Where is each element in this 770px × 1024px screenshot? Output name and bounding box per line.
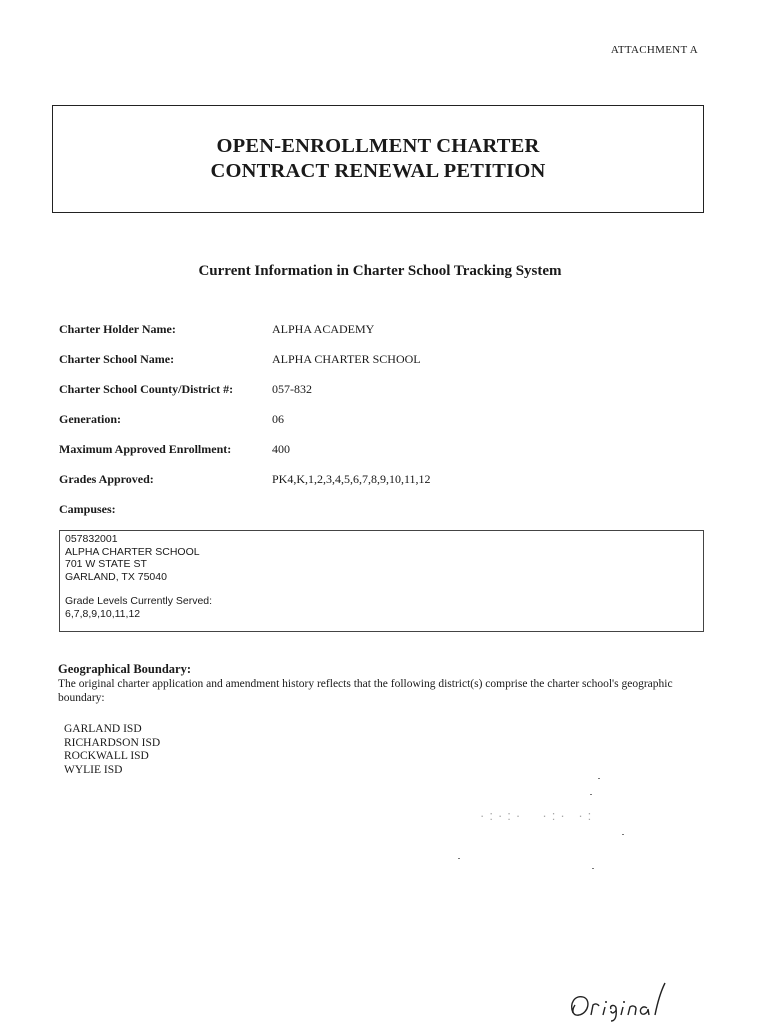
district-list [64, 723, 160, 777]
field-label: Maximum Approved Enrollment: [59, 442, 232, 456]
campus-city: GARLAND, TX 75040 [65, 570, 167, 583]
field-label: Grades Approved: [59, 472, 154, 486]
section-subtitle: Current Information in Charter School Tracking System [198, 263, 562, 279]
faint-stamp-mark: ·:·:· ·:· ·: [480, 808, 597, 823]
field-value: PK4,K,1,2,3,4,5,6,7,8,9,10,11,12 [272, 472, 431, 486]
field-charter-holder-name [59, 322, 374, 338]
title-line-1: OPEN-ENROLLMENT CHARTER [216, 135, 540, 157]
district-item: RICHARDSON ISD [64, 736, 161, 749]
field-label: Charter School County/District #: [59, 382, 234, 396]
campus-name: ALPHA CHARTER SCHOOL [65, 545, 200, 558]
field-value: 057-832 [272, 382, 312, 396]
field-grades-approved [59, 472, 431, 488]
campus-grades-label: Grade Levels Currently Served: [65, 595, 213, 608]
field-label: Charter Holder Name: [59, 322, 176, 336]
field-charter-school-name [59, 352, 421, 368]
campus-spacer [65, 583, 703, 595]
field-value: ALPHA CHARTER SCHOOL [272, 352, 421, 366]
field-value: 06 [272, 412, 284, 426]
field-label: Charter School Name: [59, 352, 175, 366]
campuses-label: Campuses: [59, 502, 116, 516]
field-value: 400 [272, 442, 290, 456]
field-county-district [59, 382, 312, 398]
field-label: Generation: [59, 412, 121, 426]
campus-street: 701 W STATE ST [65, 558, 147, 571]
scan-speck [592, 868, 594, 869]
attachment-label: ATTACHMENT A [610, 44, 698, 56]
campus-grades: 6,7,8,9,10,11,12 [65, 607, 141, 620]
field-value: ALPHA ACADEMY [272, 322, 375, 336]
scan-speck [598, 778, 600, 779]
scan-speck [622, 834, 624, 835]
district-item: GARLAND ISD [64, 723, 142, 735]
field-maximum-enrollment [59, 442, 290, 458]
geographical-boundary-text: The original charter application and amendment history reflects that the following district(s) comprise the charter school's geographic boundary: [58, 678, 673, 704]
campus-number: 057832001 [65, 533, 118, 545]
handwritten-signature [565, 975, 685, 1023]
title-line-2: CONTRACT RENEWAL PETITION [210, 160, 546, 182]
scan-speck [458, 858, 460, 859]
district-item: ROCKWALL ISD [64, 750, 149, 762]
field-generation [59, 412, 284, 428]
campus-box [59, 530, 704, 632]
title-box [52, 105, 704, 213]
scan-speck [590, 794, 592, 795]
district-item: WYLIE ISD [64, 763, 123, 776]
geographical-boundary-label: Geographical Boundary: [58, 662, 191, 676]
